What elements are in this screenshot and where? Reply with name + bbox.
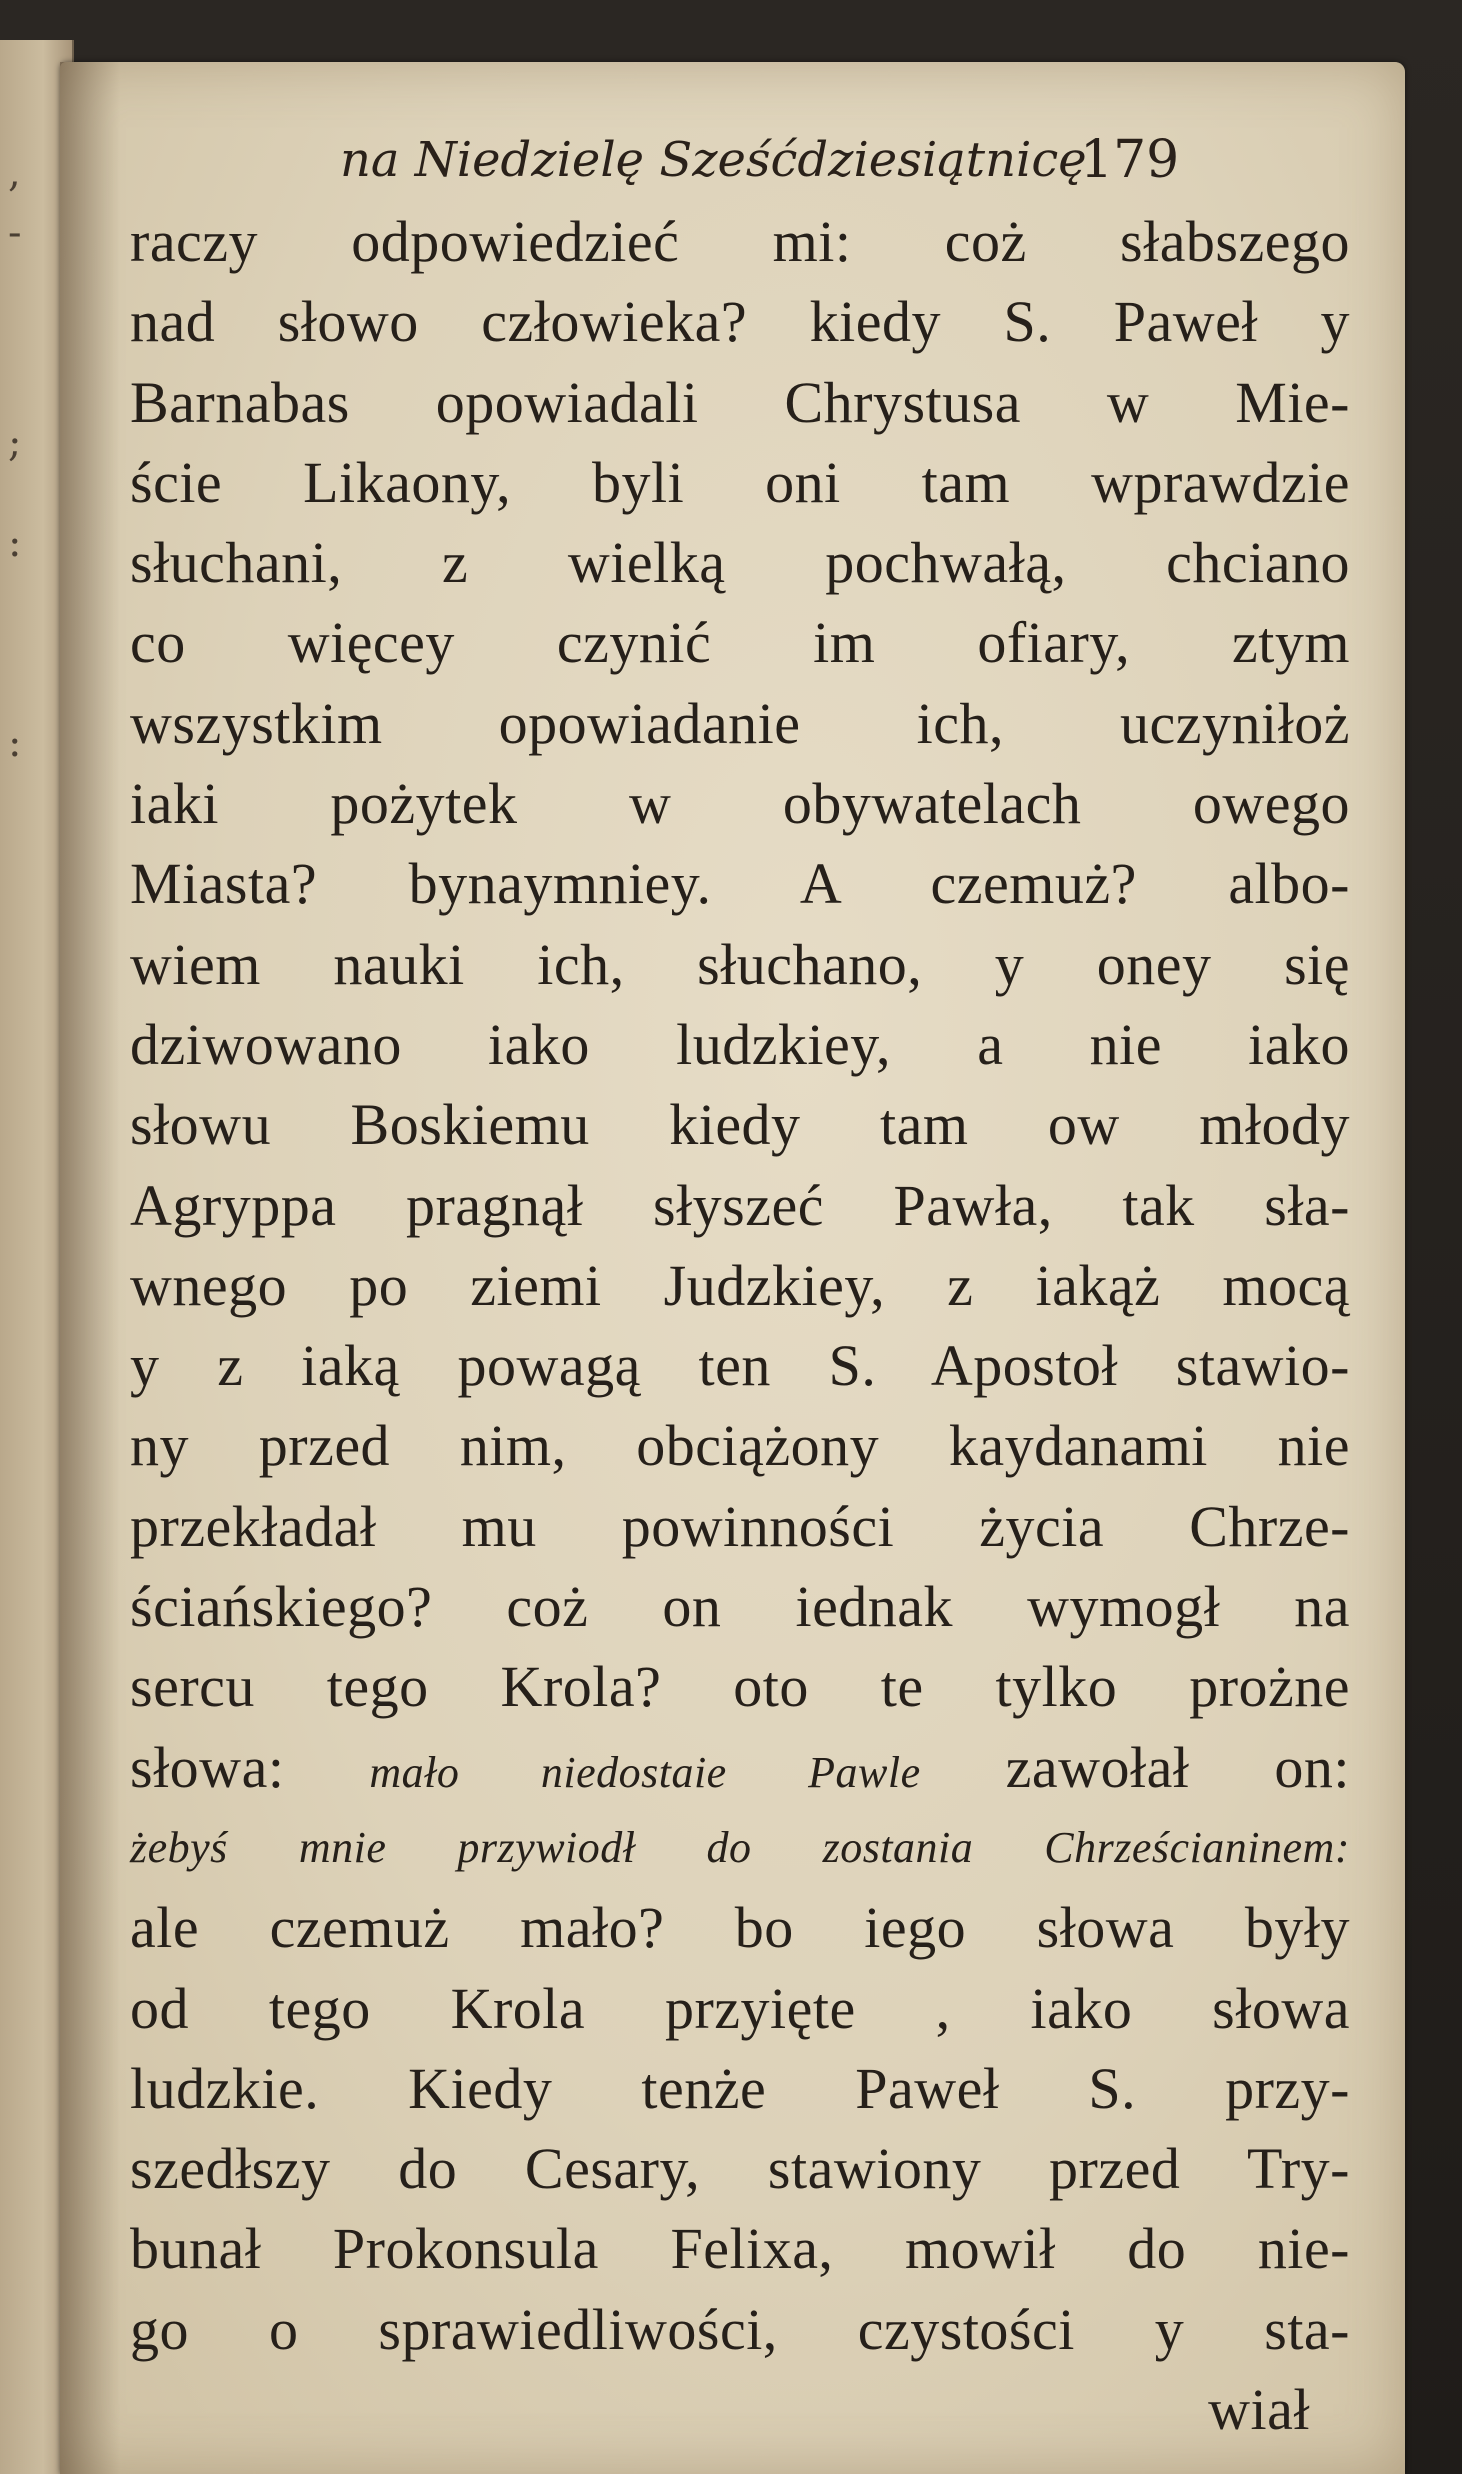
text-line: ście Likaony, byli oni tam wprawdzie (130, 449, 1350, 515)
page-number: 179 (1080, 130, 1180, 190)
text-run: zawołał on: (1005, 1734, 1350, 1800)
body-text (130, 202, 1350, 2450)
text-line-mixed (130, 1728, 1350, 1808)
italic-quote: mało niedostaie Pawle (369, 1747, 921, 1797)
text-line: ludzkie. Kiedy tenże Paweł S. przy- (130, 2055, 1350, 2121)
text-line: szedłszy do Cesary, stawiony przed Try- (130, 2136, 1350, 2202)
text-line: słuchani, z wielką pochwałą, chciano (130, 530, 1350, 596)
text-line: ale czemuż mało? bo iego słowa były (130, 1895, 1350, 1961)
text-line: wszystkim opowiadanie ich, uczyniłoż (130, 690, 1350, 756)
text-line: y z iaką powagą ten S. Apostoł stawio- (130, 1333, 1350, 1399)
text-line: ny przed nim, obciążony kaydanami nie (130, 1413, 1350, 1479)
margin-mark: - (8, 210, 22, 256)
text-line: wnego po ziemi Judzkiey, z iakąż mocą (130, 1252, 1350, 1318)
text-line: bunał Prokonsula Felixa, mowił do nie- (130, 2216, 1350, 2282)
margin-mark: : (8, 520, 22, 566)
gutter-shadow (60, 62, 120, 2474)
running-head (300, 120, 1250, 200)
text-line: wiem nauki ich, słuchano, y oney się (130, 931, 1350, 997)
margin-mark: : (8, 720, 22, 766)
catchword: wiał (1208, 2377, 1310, 2443)
margin-mark: , (8, 150, 21, 196)
text-run: słowa: (130, 1734, 285, 1800)
text-line: od tego Krola przyięte , iako słowa (130, 1975, 1350, 2041)
margin-mark: ; (8, 420, 22, 466)
text-line: Agryppa pragnął słyszeć Pawła, tak sła- (130, 1172, 1350, 1238)
text-line: Miasta? bynaymniey. A czemuż? albo- (130, 851, 1350, 917)
text-line: przekładał mu powinności życia Chrze- (130, 1493, 1350, 1559)
book-page (60, 62, 1405, 2474)
text-line: raczy odpowiedzieć mi: coż słabszego (130, 209, 1350, 274)
text-line: słowu Boskiemu kiedy tam ow młody (130, 1092, 1350, 1158)
italic-quote-line: żebyś mnie przywiodł do zostania Chrześcianinem: (130, 1822, 1350, 1872)
text-line: ściańskiego? coż on iednak wymogł na (130, 1574, 1350, 1640)
text-line: dziwowano iako ludzkiey, a nie iako (130, 1011, 1350, 1077)
text-line: sercu tego Krola? oto te tylko prożne (130, 1654, 1350, 1720)
text-line: go o sprawiedliwości, czystości y sta- (130, 2296, 1350, 2362)
text-line: nad słowo człowieka? kiedy S. Paweł y (130, 289, 1350, 355)
text-line: co więcey czynić im ofiary, ztym (130, 610, 1350, 676)
running-title: na Niedzielę Sześćdziesiątnicę (340, 132, 1087, 188)
text-line: iaki pożytek w obywatelach owego (130, 771, 1350, 837)
text-line: Barnabas opowiadali Chrystusa w Mie- (130, 369, 1350, 435)
